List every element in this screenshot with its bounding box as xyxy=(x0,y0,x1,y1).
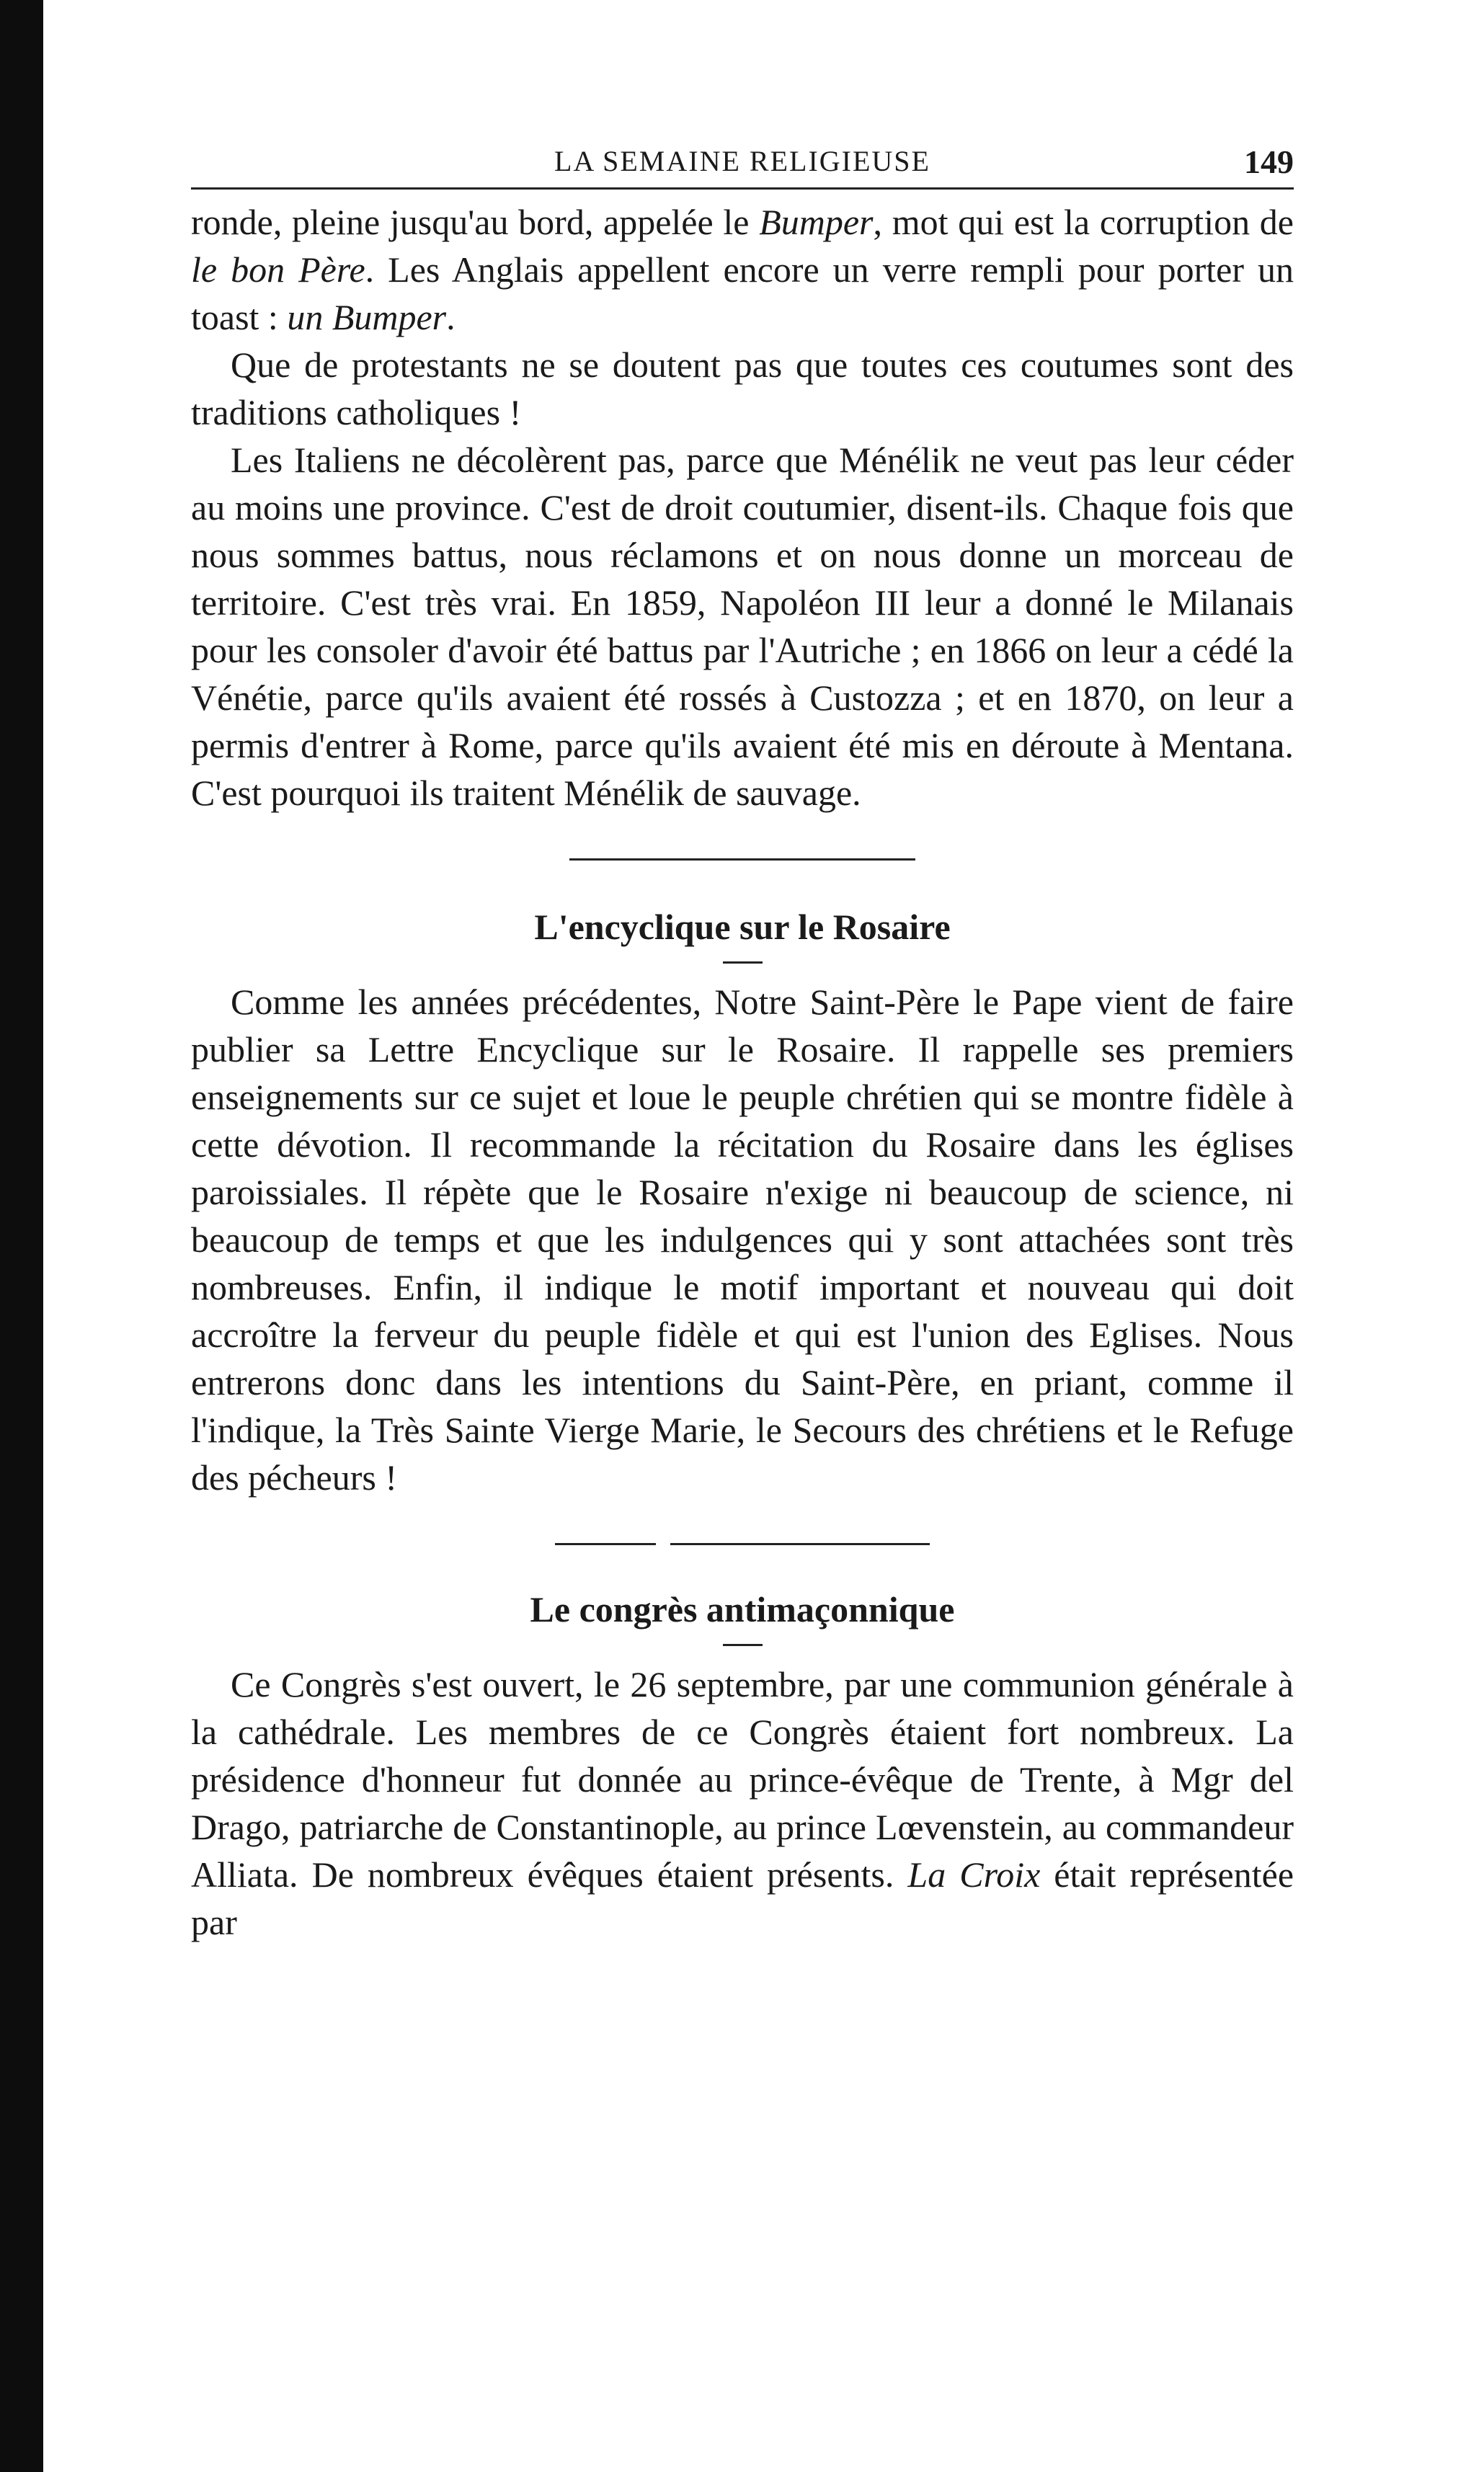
running-title: LA SEMAINE RELIGIEUSE xyxy=(554,145,930,177)
text-run: était représentée par xyxy=(191,1854,1294,1942)
scan-binding-edge xyxy=(0,0,43,2472)
text-run: ronde, pleine jusqu'au bord, appelée le xyxy=(191,202,760,242)
italic-term: Bumper xyxy=(759,202,874,242)
section-divider xyxy=(569,858,915,861)
paragraph-congres xyxy=(191,1660,1294,1946)
paragraph-protestants: Que de protestants ne se doutent pas que toutes ces coutumes sont des traditions catholiques ! xyxy=(191,344,1294,432)
section-encyclique xyxy=(191,978,1294,1501)
page-number: 149 xyxy=(1244,143,1294,180)
paragraph-encyclique: Comme les années précédentes, Notre Saint-Père le Pape vient de faire publier sa Lettre Encyclique sur le Rosaire. Il rappelle ses premiers enseignements sur ce sujet et loue le peuple chrétien qui se montre fidèle à cette dévotion. Il recommande la récitation du Rosaire dans les églises paroissiales. Il répète que le Rosaire n'exige ni beaucoup de science, ni beaucoup de temps et que les indulgences qui y sont attachées sont très nombreuses. Enfin, il indique le motif important et nouveau qui doit accroître la ferveur du peuple fidèle et qui est l'union des Eglises. Nous entrerons donc dans les intentions du Saint-Père, en priant, comme il l'indique, la Très Sainte Vierge Marie, le Secours des chrétiens et le Refuge des pécheurs ! xyxy=(191,982,1294,1498)
divider-segment xyxy=(555,1543,656,1545)
text-run: , mot qui est la corruption de xyxy=(873,202,1294,242)
text-run: . Les Anglais appellent encore un verre rempli pour porter un toast : xyxy=(191,249,1294,337)
italic-term: La Croix xyxy=(907,1854,1041,1895)
title-dash xyxy=(723,961,763,964)
paragraph-bumper xyxy=(191,198,1294,341)
italic-term: le bon Père xyxy=(191,249,365,290)
paragraph-italiens: Les Italiens ne décolèrent pas, parce que Ménélik ne veut pas leur céder au moins une province. C'est de droit coutumier, disent-ils. Chaque fois que nous sommes battus, nous réclamons et on nous donne un morceau de territoire. C'est très vrai. En 1859, Napoléon III leur a donné le Milanais pour les consoler d'avoir été battus par l'Autriche ; en 1866 on leur a cédé la Vénétie, parce qu'ils avaient été rossés à Custozza ; et en 1870, on leur a permis d'entrer à Rome, parce qu'ils avaient été mis en déroute à Mentana. C'est pourquoi ils traitent Ménélik de sauvage. xyxy=(191,440,1294,813)
section-title-encyclique: L'encyclique sur le Rosaire xyxy=(534,907,951,947)
text-run: Ce Congrès s'est ouvert, le 26 septembre, par une communion générale à la cathédrale. Les membres de ce Congrès étaient fort nombreux. La présidence d'honneur fut donnée au prince-évêque de Trente, à Mgr del Drago, patriarche de Constantinople, au prince Lœvenstein, au commandeur Alliata. De nombreux évêques étaient présents. xyxy=(191,1664,1294,1895)
section-congres xyxy=(191,1660,1294,1946)
continued-text xyxy=(191,198,1294,817)
title-dash xyxy=(723,1644,763,1646)
text-run: . xyxy=(446,297,456,337)
running-header xyxy=(191,137,1294,190)
section-title-congres: Le congrès antimaçonnique xyxy=(530,1589,955,1630)
document-page xyxy=(191,137,1294,1946)
italic-term: un Bumper xyxy=(287,297,447,337)
divider-segment xyxy=(670,1543,930,1545)
